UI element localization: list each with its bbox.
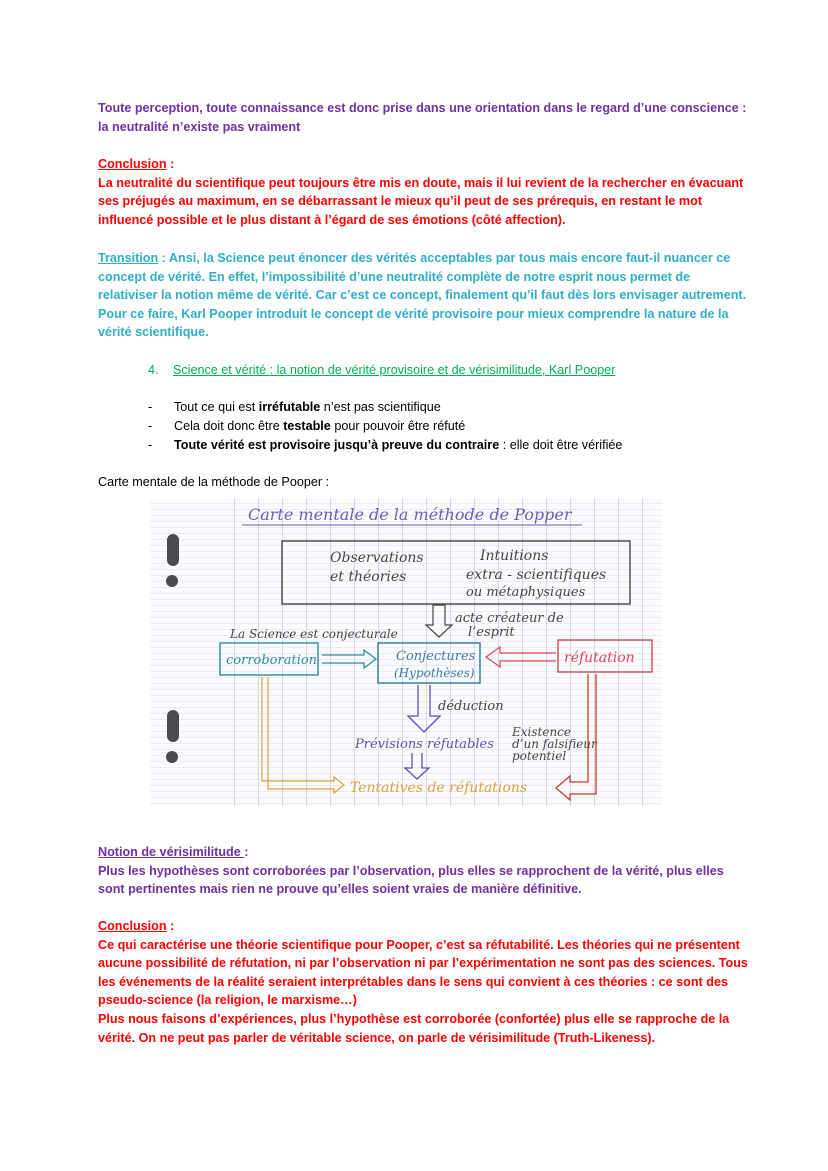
svg-text:Conjectures: Conjectures bbox=[396, 649, 476, 664]
verisimilitude-block: Notion de vérisimilitude : Plus les hypothèses sont corroborées par l’observation, plus elles se rapprochent de la vérité, plus elles sont pertinentes mais rien ne prouve qu’elles soient vraies de manière définitive. bbox=[98, 843, 748, 899]
mindmap-caption: Carte mentale de la méthode de Pooper : bbox=[98, 475, 330, 489]
section-number: 4. bbox=[148, 363, 159, 377]
bullet-list bbox=[148, 398, 622, 455]
conclusion-block-2: Conclusion : Ce qui caractérise une théorie scientifique pour Pooper, c’est sa réfutabilité. Les théories qui ne présentent aucune possibilité de réfutation, ni par l’observation ni par l’expérimentation ne sont pas des sciences. Tous les événements de la réalité seraient interprétables dans le sens qui convient à ces théories : ce sont des pseudo-science (la religion, le marxisme…) Plus nous faisons d’expériences, plus l’hypothèse est corroborée (confortée) plus elle se rapproche de la vérité. On ne peut pas parler de véritable science, on parle de vérisimilitude (Truth-Likeness). bbox=[98, 917, 748, 1047]
verisimilitude-text: Plus les hypothèses sont corroborées par l’observation, plus elles se rapprochent de la vérité, plus elles sont pertinentes mais rien ne prouve qu’elles soient vraies de manière définitive. bbox=[98, 863, 724, 897]
intro-text: Toute perception, toute connaissance est donc prise dans une orientation dans le regard d’une conscience : la neutralité n’existe pas vraiment bbox=[98, 101, 747, 134]
svg-text:Intuitions: Intuitions bbox=[480, 548, 549, 564]
svg-text:Tentatives de réfutations: Tentatives de réfutations bbox=[350, 780, 528, 796]
section-heading bbox=[148, 361, 615, 380]
verisimilitude-heading: Notion de vérisimilitude bbox=[98, 845, 245, 859]
svg-text:Existence: Existence bbox=[512, 725, 571, 739]
svg-text:acte créateur de: acte créateur de bbox=[455, 611, 564, 626]
svg-text:d’un falsifieur: d’un falsifieur bbox=[512, 737, 597, 751]
svg-text:déduction: déduction bbox=[438, 699, 504, 714]
svg-text:La Science est conjecturale: La Science est conjecturale bbox=[230, 627, 398, 641]
svg-text:Observations: Observations bbox=[330, 550, 424, 566]
mindmap-image bbox=[150, 498, 662, 806]
intro-paragraph bbox=[98, 99, 748, 136]
conclusion-text: Ce qui caractérise une théorie scientifique pour Pooper, c’est sa réfutabilité. Les théories qui ne présentent aucune possibilité de réfutation, ni par l’observation ni par l’expérimentation ne sont pas des sciences. Tous les événements de la réalité seraient interprétables dans le sens qui convient à ces théories : ce sont des pseudo-science (la religion, le marxisme…) bbox=[98, 937, 748, 1008]
svg-text:potentiel: potentiel bbox=[512, 749, 567, 763]
svg-text:(Hypothèses): (Hypothèses) bbox=[394, 666, 475, 680]
svg-text:corroboration: corroboration bbox=[226, 653, 318, 668]
conclusion-block-1: Conclusion : La neutralité du scientifique peut toujours être mis en doute, mais il lui revient de la rechercher en évacuant ses préjugés au maximum, en se débarrassant le mieux qu’il peut de ses prérequis, en restant le mot influencé possible et le plus distant à l’égard de ses émotions (côté affection). bbox=[98, 155, 748, 229]
svg-text:et théories: et théories bbox=[330, 569, 407, 585]
conclusion-heading: Conclusion bbox=[98, 919, 167, 933]
svg-text:l’esprit: l’esprit bbox=[468, 625, 515, 640]
svg-text:Carte mentale de la méthode de: Carte mentale de la méthode de Popper bbox=[248, 505, 572, 524]
conclusion-text: La neutralité du scientifique peut toujours être mis en doute, mais il lui revient de la rechercher en évacuant ses préjugés au maximum, en se débarrassant le mieux qu’il peut de ses prérequis, en restant le mot influencé possible et le plus distant à l’égard de ses émotions (côté affection). bbox=[98, 175, 744, 227]
transition-paragraph bbox=[98, 249, 748, 342]
conclusion-text: Plus nous faisons d’expériences, plus l’hypothèse est corroborée (confortée) plus elle se rapproche de la vérité. On ne peut pas parler de véritable science, on parle de vérisimilitude (Truth-Likeness). bbox=[98, 1011, 730, 1045]
conclusion-heading: Conclusion bbox=[98, 157, 167, 171]
transition-heading: Transition bbox=[98, 251, 159, 265]
svg-text:ou métaphysiques: ou métaphysiques bbox=[466, 585, 586, 600]
svg-text:extra - scientifiques: extra - scientifiques bbox=[466, 567, 607, 583]
svg-text:Prévisions réfutables: Prévisions réfutables bbox=[355, 737, 494, 752]
list-item: - Tout ce qui est irréfutable n’est pas scientifique bbox=[148, 400, 441, 414]
list-item: - Toute vérité est provisoire jusqu’à preuve du contraire : elle doit être vérifiée bbox=[148, 438, 623, 452]
transition-text: : Ansi, la Science peut énoncer des vérités acceptables par tous mais encore faut-il nuancer ce concept de vérité. En effet, l’impossibilité d’une neutralité complète de notre esprit nous permet de relativiser la notion même de vérité. Car c’est ce concept, finalement qu’il faut dès lors envisager autrement. Pour ce faire, Karl Pooper introduit le concept de vérité provisoire pour mieux comprendre la nature de la vérité scientifique. bbox=[98, 251, 747, 340]
section-title: Science et vérité : la notion de vérité provisoire et de vérisimilitude, Karl Pooper bbox=[173, 363, 616, 377]
svg-text:réfutation: réfutation bbox=[564, 650, 635, 666]
list-item: - Cela doit donc être testable pour pouvoir être réfuté bbox=[148, 419, 466, 433]
